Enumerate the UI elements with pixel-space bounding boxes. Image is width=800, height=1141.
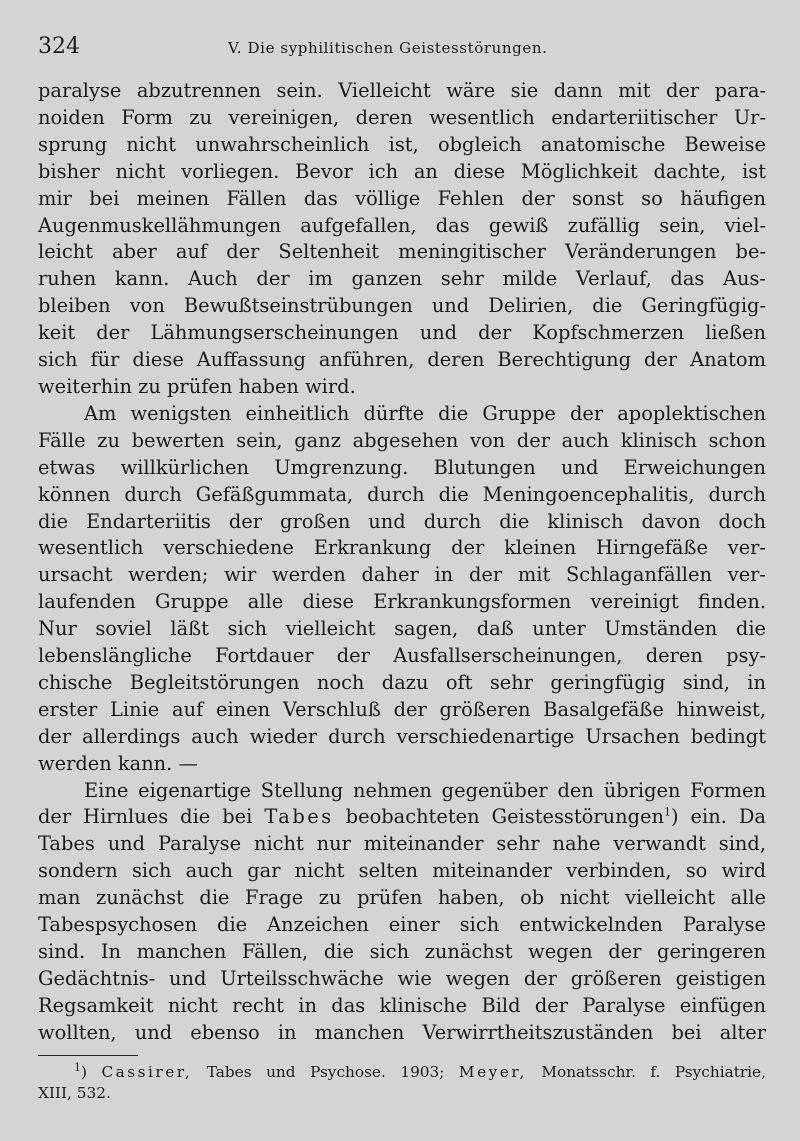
text-line: keit der Lähmungserscheinungen und der Kopfschmerzen ließen (38, 321, 766, 345)
text-line: sondern sich auch gar nicht selten miteinander verbinden, so wird (38, 859, 766, 883)
text-line: lebenslängliche Fortdauer der Ausfallserscheinungen, deren psy- (38, 644, 766, 668)
emphasized-term: Tabes (264, 805, 334, 829)
footnote-divider (38, 1055, 138, 1056)
text-line: sich für diese Auffassung anführen, deren Berechtigung der Anatom (38, 348, 766, 372)
footnote-text: Monatsschr. f. Psychiatrie, (526, 1062, 766, 1081)
text-line: ursacht werden; wir werden daher in der mit Schlaganfällen ver- (38, 563, 766, 587)
text-line: Tabespsychosen die Anzeichen einer sich entwickelnden Paralyse (38, 913, 766, 937)
text-line: sprung nicht unwahrscheinlich ist, obgleich anatomische Beweise (38, 132, 766, 156)
text-line: bleiben von Bewußtseinstrübungen und Delirien, die Geringfügig- (38, 294, 766, 318)
footnote-line: XIII, 532. (38, 1083, 111, 1102)
text-line: die Endarteriitis der großen und durch die klinisch davon doch (38, 509, 766, 533)
running-head: V. Die syphilitischen Geistesstörungen. (228, 39, 548, 57)
text-line: laufenden Gruppe alle diese Erkrankungsformen vereinigt finden. (38, 590, 766, 614)
text-line: Tabes und Paralyse nicht nur miteinander sehr nahe verwandt sind, (38, 832, 766, 856)
text-line: Nur soviel läßt sich vielleicht sagen, daß unter Umständen die (38, 617, 766, 641)
text-line: Eine eigenartige Stellung nehmen gegenüber den übrigen Formen (84, 778, 766, 802)
text-line: mir bei meinen Fällen das völlige Fehlen der sonst so häufigen (38, 186, 766, 210)
text-line: noiden Form zu vereinigen, deren wesentlich endarteriitischer Ur- (38, 105, 766, 129)
text-line: wesentlich verschiedene Erkrankung der kleinen Hirngefäße ver- (38, 536, 766, 560)
text-line: können durch Gefäßgummata, durch die Meningoencephalitis, durch (38, 482, 766, 506)
text-line: weiterhin zu prüfen haben wird. (38, 374, 356, 398)
footnote-author: Cassirer, (101, 1062, 193, 1081)
text-line: Augenmuskellähmungen aufgefallen, das gewiß zufällig sein, viel- (38, 213, 766, 237)
text-line: chische Begleitstörungen noch dazu oft sehr geringfügig sind, in (38, 670, 766, 694)
text-line: bisher nicht vorliegen. Bevor ich an diese Möglichkeit dachte, ist (38, 159, 766, 183)
page-number: 324 (38, 34, 80, 59)
text-line: Am wenigsten einheitlich dürfte die Gruppe der apoplektischen (84, 401, 766, 425)
footnote-ref: 1 (663, 806, 671, 819)
text-line: paralyse abzutrennen sein. Vielleicht wäre sie dann mit der para- (38, 79, 766, 102)
text-line: werden kann. — (38, 751, 198, 775)
text-line: sind. In manchen Fällen, die sich zunächst wegen der geringeren (38, 940, 766, 963)
text-segment: beobachteten Geistesstörungen (333, 805, 664, 829)
text-line: etwas willkürlichen Umgrenzung. Blutungen und Erweichungen (38, 455, 766, 479)
footnote-line (38, 1062, 766, 1083)
text-line: Fälle zu bewerten sein, ganz abgesehen von der auch klinisch schon (38, 428, 766, 452)
text-line: Regsamkeit nicht recht in das klinische Bild der Paralyse einfügen (38, 993, 766, 1017)
text-line: Gedächtnis- und Urteilsschwäche wie wegen der größeren geistigen (38, 966, 766, 990)
page-header (38, 34, 766, 74)
text-line: man zunächst die Frage zu prüfen haben, ob nicht vielleicht alle (38, 886, 766, 910)
text-line: ruhen kann. Auch der im ganzen sehr milde Verlauf, das Aus- (38, 267, 766, 291)
text-line: wollten, und ebenso in manchen Verwirrtheitszuständen bei alter (38, 1020, 766, 1044)
text-line: der allerdings auch wieder durch verschiedenartige Ursachen bedingt (38, 724, 766, 748)
text-segment: der Hirnlues die bei (38, 805, 265, 829)
text-line: erster Linie auf einen Verschluß der größeren Basalgefäße hinweist, (38, 697, 766, 721)
footnote-author: Meyer, (458, 1062, 527, 1081)
footnotes (38, 1062, 766, 1104)
text-line: leicht aber auf der Seltenheit meningitischer Veränderungen be- (38, 240, 766, 264)
footnote-marker-close: ) (81, 1062, 87, 1081)
body-text (38, 78, 766, 1047)
text-segment: ) ein. Da (670, 805, 766, 829)
footnote-text: Tabes und Psychose. 1903; (192, 1062, 459, 1081)
text-line-with-footnote-ref (38, 804, 766, 831)
footnote-marker: 1 (74, 1060, 81, 1074)
